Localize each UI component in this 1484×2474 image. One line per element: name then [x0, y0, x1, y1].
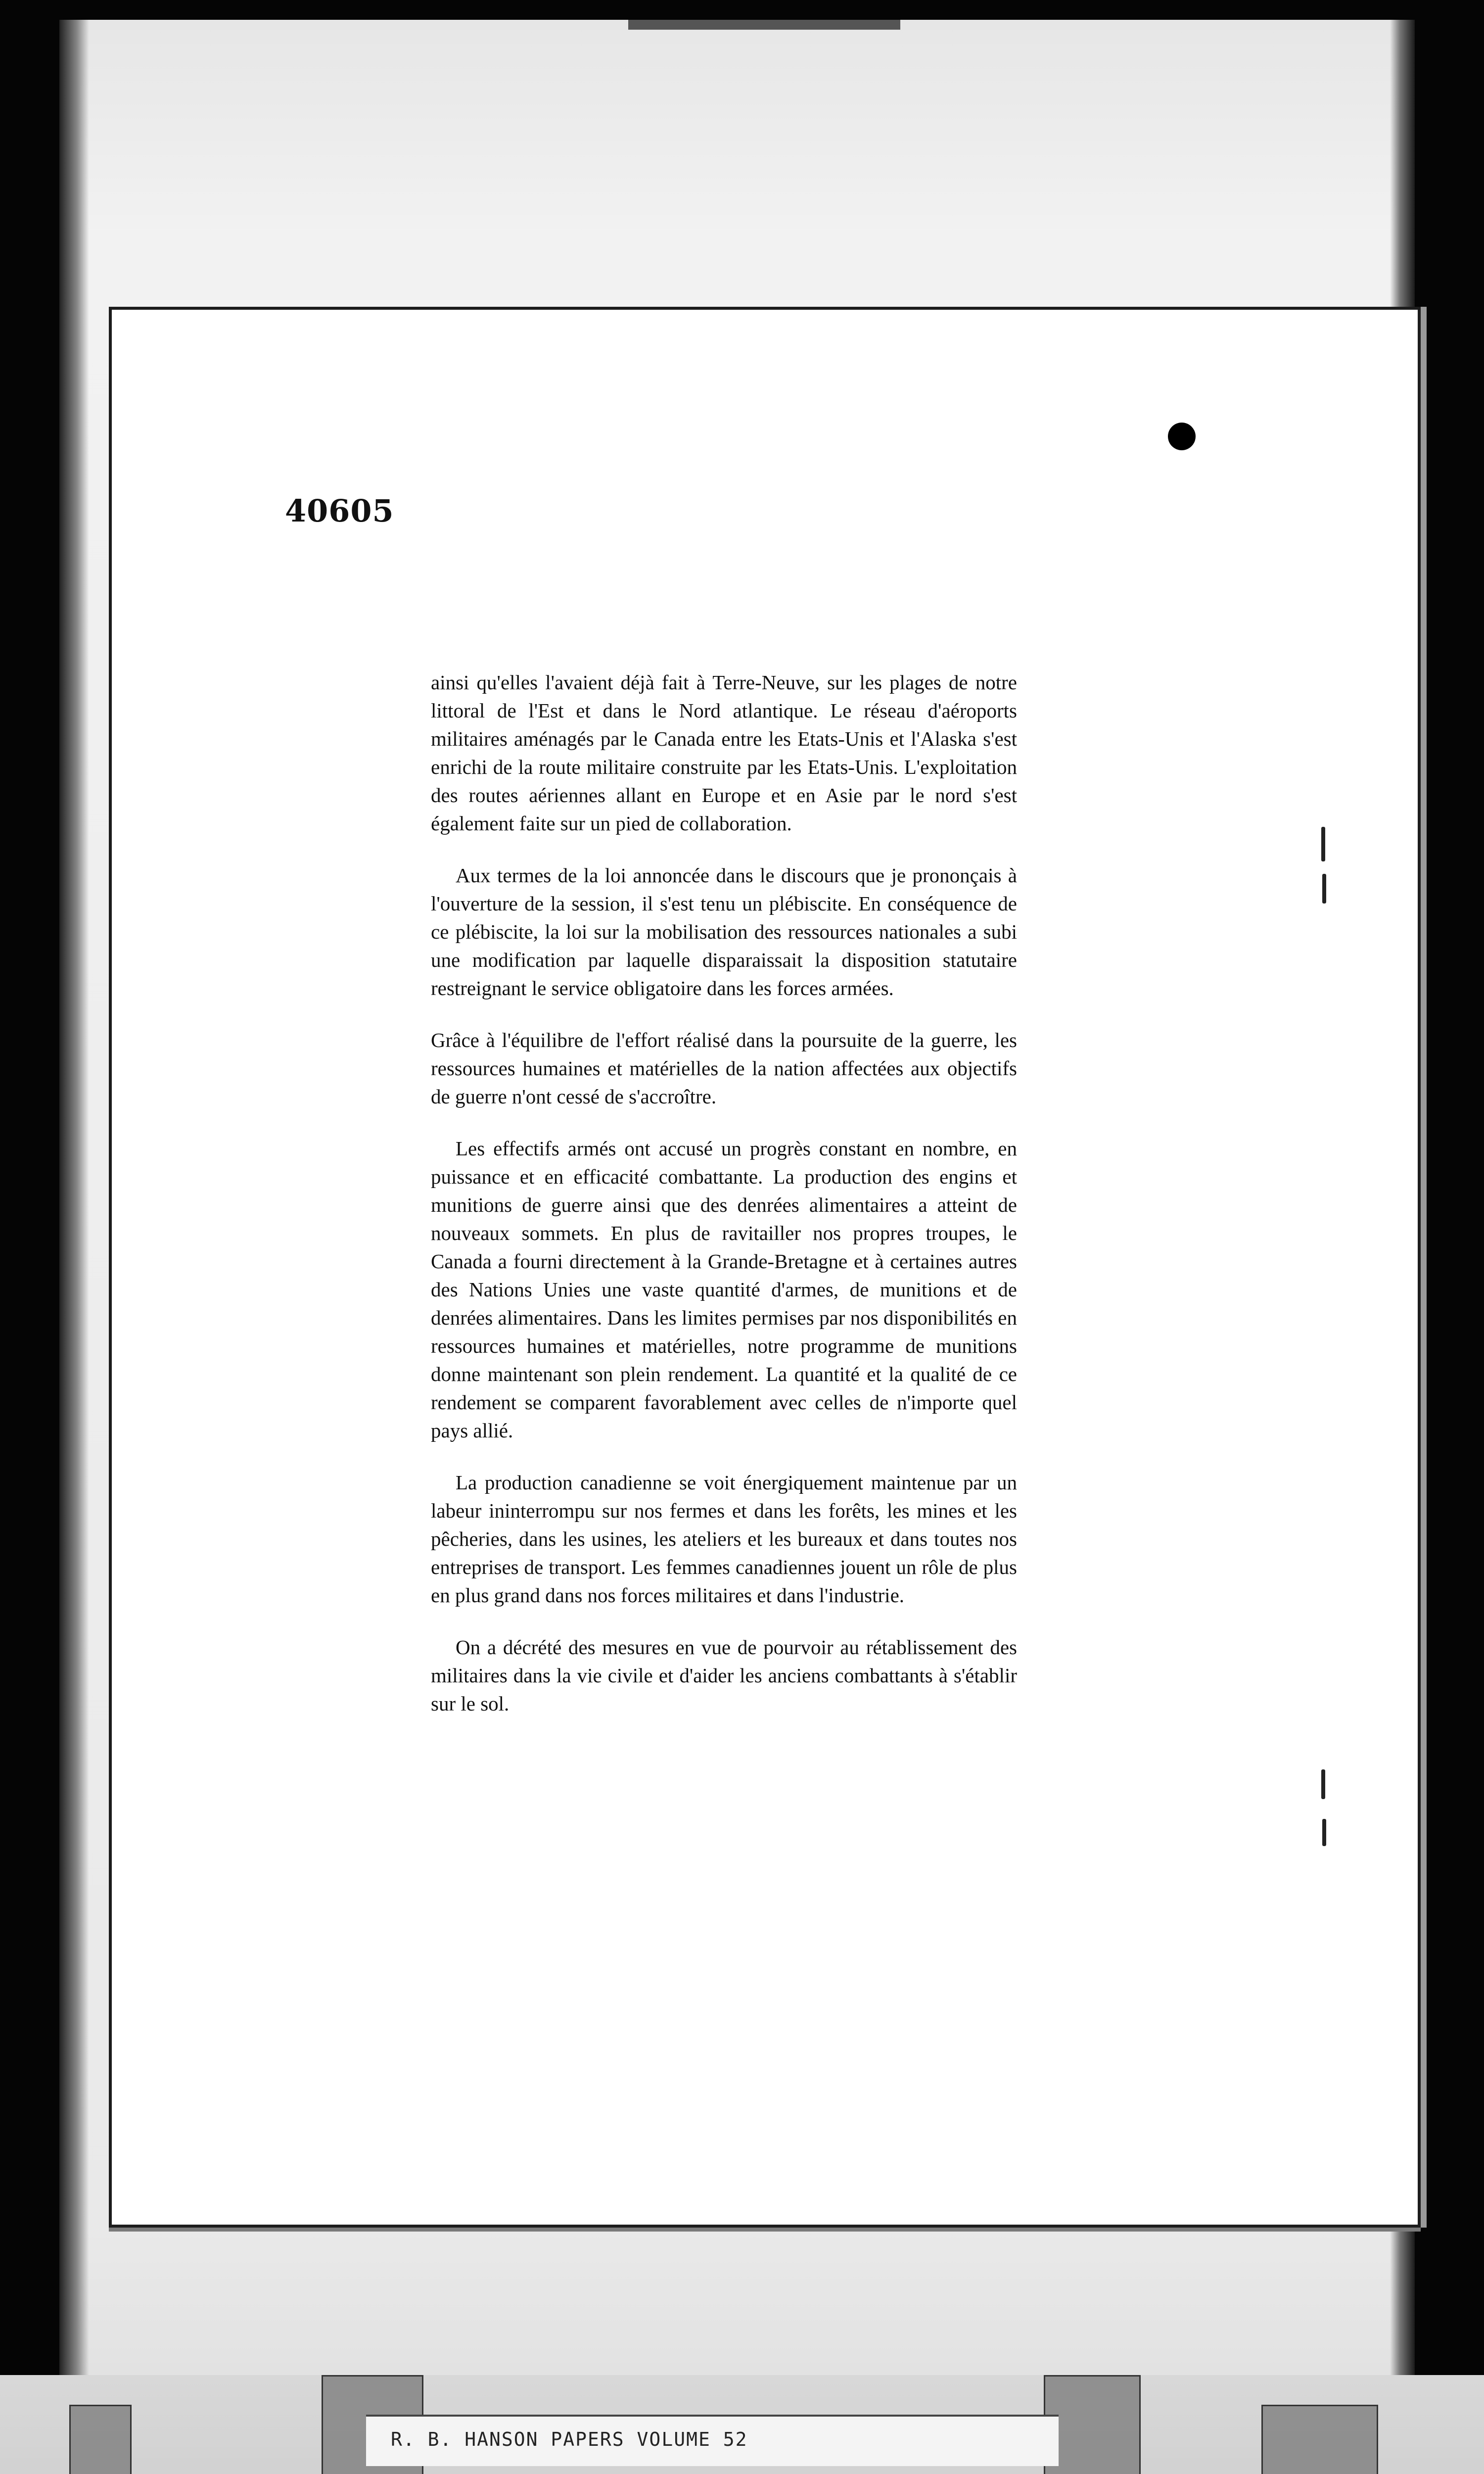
archive-label	[366, 2415, 1059, 2466]
paragraph: Grâce à l'équilibre de l'effort réalisé dans la poursuite de la guerre, les ressources humaines et matérielles de la nation affectées aux objectifs de guerre n'ont cessé de s'accroître.	[431, 1029, 1017, 1108]
paragraph: Aux termes de la loi annoncée dans le discours que je prononçais à l'ouverture de la session, il s'est tenu un plébiscite. En conséquence de ce plébiscite, la loi sur la mobilisation des ressources nationales a subi une modification par laquelle disparaissait la disposition statutaire restreignant le service obligatoire dans les forces armées.	[431, 864, 1017, 999]
margin-mark	[1321, 827, 1325, 861]
paragraph: ainsi qu'elles l'avaient déjà fait à Terre-Neuve, sur les plages de notre littoral de l'Est et dans le Nord atlantique. Le réseau d'aéroports militaires aménagés par le Canada entre les Etats-Unis et l'Alaska s'est enrichi de la route militaire construite par les Etats-Unis. L'exploitation des routes aériennes allant en Europe et en Asie par le nord s'est également faite sur un pied de collaboration.	[431, 671, 1017, 835]
document-body	[431, 668, 1017, 1742]
tape-strip	[1261, 2405, 1378, 2474]
document-page	[109, 307, 1421, 2228]
page-number: 40605	[285, 493, 394, 529]
tape-strip	[69, 2405, 132, 2474]
archive-label-text: R. B. HANSON PAPERS VOLUME 52	[391, 2428, 748, 2450]
left-edge-shadow	[59, 20, 89, 2474]
paragraph: On a décrété des mesures en vue de pourvoir au rétablissement des militaires dans la vie civile et d'aider les anciens combattants à s'établir sur le sol.	[431, 1636, 1017, 1715]
margin-mark	[1321, 1769, 1325, 1799]
paragraph: Les effectifs armés ont accusé un progrès constant en nombre, en puissance et en efficacité combattante. La production des engins et munitions de guerre ainsi que des denrées alimentaires a atteint de nouveaux sommets. En plus de ravitailler nos propres troupes, le Canada a fourni directement à la Grande-Bretagne et à certaines autres des Nations Unies une vaste quantité d'armes, de munitions et de denrées alimentaires. Dans les limites permises par nos disponibilités en ressources humaines et matérielles, notre programme de munitions donne maintenant son plein rendement. La quantité et la qualité de ce rendement se comparent favorablement avec celles de n'importe quel pays allié.	[431, 1137, 1017, 1442]
top-strip	[628, 20, 900, 30]
margin-mark	[1322, 1819, 1326, 1846]
paragraph: La production canadienne se voit énergiquement maintenue par un labeur ininterrompu sur nos fermes et dans les forêts, les mines et les pêcheries, dans les usines, les ateliers et les bureaux et dans toutes nos entreprises de transport. Les femmes canadiennes jouent un rôle de plus en plus grand dans nos forces militaires et dans l'industrie.	[431, 1471, 1017, 1607]
punch-hole-icon	[1168, 423, 1196, 450]
margin-mark	[1322, 874, 1326, 904]
